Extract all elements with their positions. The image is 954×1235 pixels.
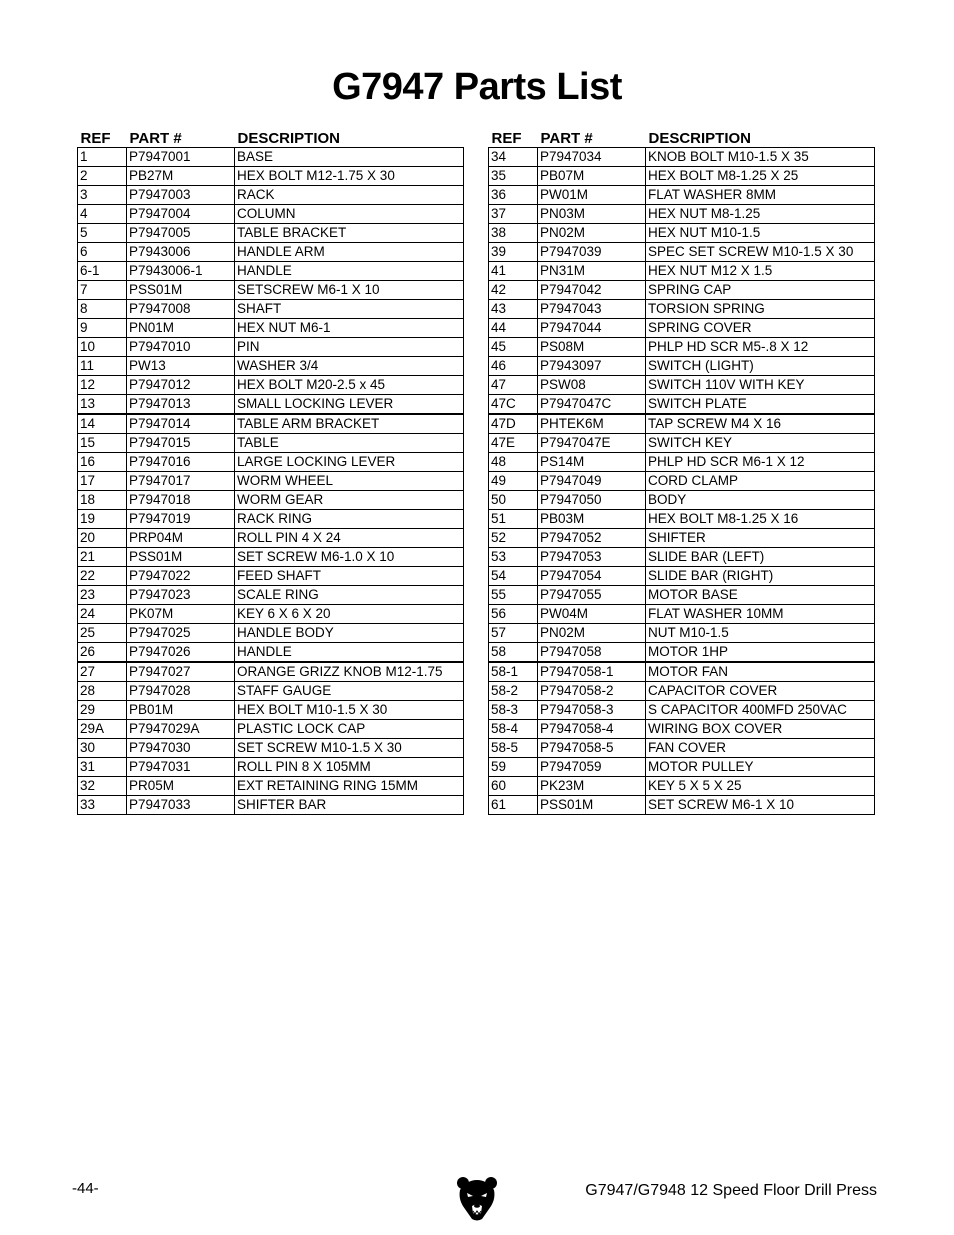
description-header: DESCRIPTION [648,129,752,147]
ref-cell: 3 [78,185,127,204]
part-number-cell: P7947058-5 [538,738,646,757]
description-cell: EXT RETAINING RING 15MM [235,776,464,795]
part-number-cell: PRP04M [127,528,235,547]
table-row [489,204,875,223]
ref-cell: 12 [78,375,127,394]
description-cell: PLASTIC LOCK CAP [235,719,464,738]
part-number-cell: P7947010 [127,337,235,356]
part-number-cell: P7947059 [538,757,646,776]
description-cell: HEX BOLT M8-1.25 X 16 [646,509,875,528]
ref-cell: 9 [78,318,127,337]
table-row [78,356,464,375]
part-number-cell: PW01M [538,185,646,204]
table-row [78,662,464,682]
description-cell: SET SCREW M6-1.0 X 10 [235,547,464,566]
table-row [489,166,875,185]
part-number-cell: P7947053 [538,547,646,566]
description-cell: FAN COVER [646,738,875,757]
ref-cell: 11 [78,356,127,375]
part-number-cell: P7947022 [127,566,235,585]
description-cell: TAP SCREW M4 X 16 [646,414,875,434]
table-row [78,166,464,185]
description-cell: MOTOR FAN [646,662,875,682]
description-cell: HEX NUT M12 X 1.5 [646,261,875,280]
table-row [78,795,464,814]
ref-cell: 44 [489,318,538,337]
description-cell: ORANGE GRIZZ KNOB M12-1.75 [235,662,464,682]
part-number-cell: P7947047E [538,433,646,452]
page-title: G7947 Parts List [332,66,622,108]
part-number-cell: P7947054 [538,566,646,585]
ref-cell: 22 [78,566,127,585]
table-row [489,509,875,528]
table-row [489,547,875,566]
table-row [489,318,875,337]
description-cell: HANDLE [235,261,464,280]
table-row [489,719,875,738]
description-cell: RACK [235,185,464,204]
part-number-cell: PN31M [538,261,646,280]
description-cell: FLAT WASHER 8MM [646,185,875,204]
ref-cell: 15 [78,433,127,452]
ref-cell: 59 [489,757,538,776]
part-number-cell: PHTEK6M [538,414,646,434]
part-number-cell: P7947047C [538,394,646,414]
part-number-cell: P7947058-3 [538,700,646,719]
table-row [78,547,464,566]
grizzly-bear-logo-icon [456,1176,498,1222]
part-number-cell: P7947058-1 [538,662,646,682]
ref-cell: 2 [78,166,127,185]
ref-cell: 58-2 [489,681,538,700]
description-cell: SMALL LOCKING LEVER [235,394,464,414]
ref-cell: 32 [78,776,127,795]
ref-cell: 55 [489,585,538,604]
ref-cell: 47C [489,394,538,414]
table-row [489,299,875,318]
table-row [489,185,875,204]
part-header: PART # [129,129,182,147]
description-cell: SET SCREW M10-1.5 X 30 [235,738,464,757]
ref-cell: 43 [489,299,538,318]
description-cell: MOTOR BASE [646,585,875,604]
ref-cell: 60 [489,776,538,795]
parts-table-body [78,147,464,814]
table-header-row [489,124,875,147]
part-number-cell: P7947049 [538,471,646,490]
description-cell: HEX NUT M6-1 [235,318,464,337]
part-number-cell: PN01M [127,318,235,337]
table-row [78,528,464,547]
ref-cell: 47E [489,433,538,452]
description-cell: MOTOR 1HP [646,642,875,662]
table-row [78,261,464,280]
ref-cell: 29 [78,700,127,719]
ref-cell: 41 [489,261,538,280]
table-row [78,642,464,662]
ref-cell: 47 [489,375,538,394]
part-number-cell: P7947004 [127,204,235,223]
table-header-row [78,124,464,147]
part-number-cell: P7947001 [127,147,235,166]
part-number-cell: P7947018 [127,490,235,509]
part-number-cell: P7947031 [127,757,235,776]
ref-cell: 17 [78,471,127,490]
ref-cell: 14 [78,414,127,434]
table-row [78,700,464,719]
description-cell: HEX NUT M8-1.25 [646,204,875,223]
table-row [78,452,464,471]
description-cell: FLAT WASHER 10MM [646,604,875,623]
description-cell: HANDLE BODY [235,623,464,642]
footer-title: G7947/G7948 12 Speed Floor Drill Press [585,1182,877,1199]
ref-cell: 58 [489,642,538,662]
ref-cell: 58-4 [489,719,538,738]
table-row [489,471,875,490]
part-number-cell: PSS01M [538,795,646,814]
ref-header: REF [80,129,111,147]
description-cell: SWITCH (LIGHT) [646,356,875,375]
part-number-cell: PK23M [538,776,646,795]
part-number-cell: PB01M [127,700,235,719]
description-cell: TABLE [235,433,464,452]
part-number-cell: P7943006-1 [127,261,235,280]
table-row [78,375,464,394]
part-number-cell: P7947029A [127,719,235,738]
table-row [78,585,464,604]
part-number-cell: P7947014 [127,414,235,434]
ref-cell: 10 [78,337,127,356]
ref-cell: 58-1 [489,662,538,682]
part-number-cell: P7947003 [127,185,235,204]
part-number-cell: P7947012 [127,375,235,394]
parts-table-left [77,124,464,815]
part-number-cell: P7947052 [538,528,646,547]
part-number-cell: PB07M [538,166,646,185]
part-number-cell: P7947023 [127,585,235,604]
description-cell: WASHER 3/4 [235,356,464,375]
description-cell: SETSCREW M6-1 X 10 [235,280,464,299]
part-number-cell: P7947039 [538,242,646,261]
table-row [78,394,464,414]
table-row [78,776,464,795]
description-cell: BODY [646,490,875,509]
part-number-cell: PB03M [538,509,646,528]
ref-cell: 30 [78,738,127,757]
ref-cell: 48 [489,452,538,471]
table-row [78,299,464,318]
ref-cell: 25 [78,623,127,642]
table-row [78,414,464,434]
ref-cell: 6 [78,242,127,261]
part-number-cell: P7947027 [127,662,235,682]
table-row [489,738,875,757]
part-number-cell: PN02M [538,223,646,242]
part-number-cell: P7947013 [127,394,235,414]
ref-cell: 27 [78,662,127,682]
description-cell: ROLL PIN 4 X 24 [235,528,464,547]
ref-cell: 4 [78,204,127,223]
part-number-cell: P7943006 [127,242,235,261]
description-cell: CAPACITOR COVER [646,681,875,700]
table-row [489,414,875,434]
ref-cell: 52 [489,528,538,547]
part-number-cell: P7947043 [538,299,646,318]
description-cell: PIN [235,337,464,356]
description-cell: SPRING COVER [646,318,875,337]
ref-cell: 38 [489,223,538,242]
part-number-cell: PSW08 [538,375,646,394]
ref-cell: 50 [489,490,538,509]
ref-cell: 18 [78,490,127,509]
table-row [489,528,875,547]
part-number-cell: PB27M [127,166,235,185]
table-row [78,757,464,776]
page-number: -44- [72,1180,99,1197]
table-row [489,356,875,375]
ref-cell: 45 [489,337,538,356]
table-row [489,280,875,299]
description-cell: SWITCH KEY [646,433,875,452]
description-cell: HEX BOLT M8-1.25 X 25 [646,166,875,185]
table-row [489,623,875,642]
description-cell: SET SCREW M6-1 X 10 [646,795,875,814]
ref-cell: 20 [78,528,127,547]
ref-cell: 34 [489,147,538,166]
ref-cell: 46 [489,356,538,375]
part-number-cell: P7947017 [127,471,235,490]
description-cell: WORM GEAR [235,490,464,509]
table-row [78,471,464,490]
part-number-cell: P7947030 [127,738,235,757]
ref-cell: 16 [78,452,127,471]
part-number-cell: P7947058-4 [538,719,646,738]
table-row [489,566,875,585]
part-number-cell: PSS01M [127,280,235,299]
table-row [489,795,875,814]
description-cell: RACK RING [235,509,464,528]
table-row [489,147,875,166]
description-cell: SLIDE BAR (RIGHT) [646,566,875,585]
part-number-cell: P7947015 [127,433,235,452]
table-row [78,623,464,642]
description-cell: COLUMN [235,204,464,223]
description-cell: WORM WHEEL [235,471,464,490]
description-cell: CORD CLAMP [646,471,875,490]
part-number-cell: P7947033 [127,795,235,814]
table-row [78,147,464,166]
table-row [78,604,464,623]
parts-table-right [488,124,875,815]
description-cell: TABLE ARM BRACKET [235,414,464,434]
ref-cell: 1 [78,147,127,166]
description-cell: MOTOR PULLEY [646,757,875,776]
table-row [489,261,875,280]
table-row [78,242,464,261]
table-row [489,776,875,795]
part-number-cell: PR05M [127,776,235,795]
description-cell: FEED SHAFT [235,566,464,585]
ref-cell: 53 [489,547,538,566]
description-cell: SWITCH 110V WITH KEY [646,375,875,394]
ref-cell: 39 [489,242,538,261]
description-cell: LARGE LOCKING LEVER [235,452,464,471]
part-number-cell: P7947019 [127,509,235,528]
part-number-cell: PW13 [127,356,235,375]
table-row [489,757,875,776]
table-row [78,681,464,700]
description-cell: SLIDE BAR (LEFT) [646,547,875,566]
part-number-cell: P7947008 [127,299,235,318]
table-row [78,280,464,299]
table-row [78,490,464,509]
table-row [489,433,875,452]
ref-cell: 36 [489,185,538,204]
ref-cell: 57 [489,623,538,642]
table-row [78,337,464,356]
description-cell: ROLL PIN 8 X 105MM [235,757,464,776]
description-cell: PHLP HD SCR M5-.8 X 12 [646,337,875,356]
part-number-cell: P7947025 [127,623,235,642]
ref-cell: 42 [489,280,538,299]
table-row [78,185,464,204]
part-number-cell: P7947005 [127,223,235,242]
table-row [78,318,464,337]
table-row [78,566,464,585]
table-row [489,662,875,682]
description-cell: KNOB BOLT M10-1.5 X 35 [646,147,875,166]
part-number-cell: P7947050 [538,490,646,509]
description-cell: SPRING CAP [646,280,875,299]
description-cell: S CAPACITOR 400MFD 250VAC [646,700,875,719]
table-row [489,604,875,623]
ref-cell: 29A [78,719,127,738]
table-row [78,223,464,242]
part-number-cell: P7947058-2 [538,681,646,700]
ref-cell: 33 [78,795,127,814]
description-cell: KEY 6 X 6 X 20 [235,604,464,623]
table-row [78,509,464,528]
table-row [78,204,464,223]
part-number-cell: P7947055 [538,585,646,604]
ref-cell: 19 [78,509,127,528]
parts-table-body [489,147,875,814]
part-number-cell: PN02M [538,623,646,642]
table-row [489,681,875,700]
ref-cell: 58-5 [489,738,538,757]
table-row [489,375,875,394]
ref-cell: 35 [489,166,538,185]
description-cell: TABLE BRACKET [235,223,464,242]
description-cell: PHLP HD SCR M6-1 X 12 [646,452,875,471]
description-header: DESCRIPTION [237,129,341,147]
ref-cell: 7 [78,280,127,299]
description-cell: SHIFTER [646,528,875,547]
ref-cell: 54 [489,566,538,585]
description-cell: HEX NUT M10-1.5 [646,223,875,242]
ref-cell: 26 [78,642,127,662]
ref-cell: 21 [78,547,127,566]
part-number-cell: PS14M [538,452,646,471]
ref-cell: 8 [78,299,127,318]
table-row [489,585,875,604]
description-cell: NUT M10-1.5 [646,623,875,642]
part-number-cell: PN03M [538,204,646,223]
ref-cell: 58-3 [489,700,538,719]
description-cell: WIRING BOX COVER [646,719,875,738]
table-row [489,337,875,356]
description-cell: SPEC SET SCREW M10-1.5 X 30 [646,242,875,261]
part-number-cell: PW04M [538,604,646,623]
table-row [489,642,875,662]
ref-cell: 6-1 [78,261,127,280]
table-row [489,452,875,471]
table-row [489,242,875,261]
ref-cell: 61 [489,795,538,814]
description-cell: HEX BOLT M12-1.75 X 30 [235,166,464,185]
table-row [78,433,464,452]
ref-cell: 28 [78,681,127,700]
table-row [489,700,875,719]
description-cell: HANDLE ARM [235,242,464,261]
ref-cell: 24 [78,604,127,623]
part-number-cell: P7947028 [127,681,235,700]
ref-cell: 23 [78,585,127,604]
description-cell: HANDLE [235,642,464,662]
part-number-cell: P7947026 [127,642,235,662]
part-number-cell: P7947044 [538,318,646,337]
description-cell: HEX BOLT M10-1.5 X 30 [235,700,464,719]
ref-cell: 31 [78,757,127,776]
table-row [489,394,875,414]
description-cell: STAFF GAUGE [235,681,464,700]
ref-cell: 51 [489,509,538,528]
part-number-cell: P7947042 [538,280,646,299]
ref-cell: 37 [489,204,538,223]
description-cell: SHIFTER BAR [235,795,464,814]
part-number-cell: P7947058 [538,642,646,662]
ref-cell: 5 [78,223,127,242]
description-cell: TORSION SPRING [646,299,875,318]
table-row [78,738,464,757]
ref-header: REF [491,129,522,147]
description-cell: HEX BOLT M20-2.5 x 45 [235,375,464,394]
part-number-cell: PS08M [538,337,646,356]
part-number-cell: PK07M [127,604,235,623]
ref-cell: 56 [489,604,538,623]
part-number-cell: P7943097 [538,356,646,375]
description-cell: SWITCH PLATE [646,394,875,414]
description-cell: BASE [235,147,464,166]
part-header: PART # [540,129,593,147]
description-cell: KEY 5 X 5 X 25 [646,776,875,795]
ref-cell: 49 [489,471,538,490]
part-number-cell: PSS01M [127,547,235,566]
ref-cell: 47D [489,414,538,434]
ref-cell: 13 [78,394,127,414]
part-number-cell: P7947034 [538,147,646,166]
description-cell: SHAFT [235,299,464,318]
table-row [489,490,875,509]
table-row [78,719,464,738]
table-row [489,223,875,242]
part-number-cell: P7947016 [127,452,235,471]
description-cell: SCALE RING [235,585,464,604]
